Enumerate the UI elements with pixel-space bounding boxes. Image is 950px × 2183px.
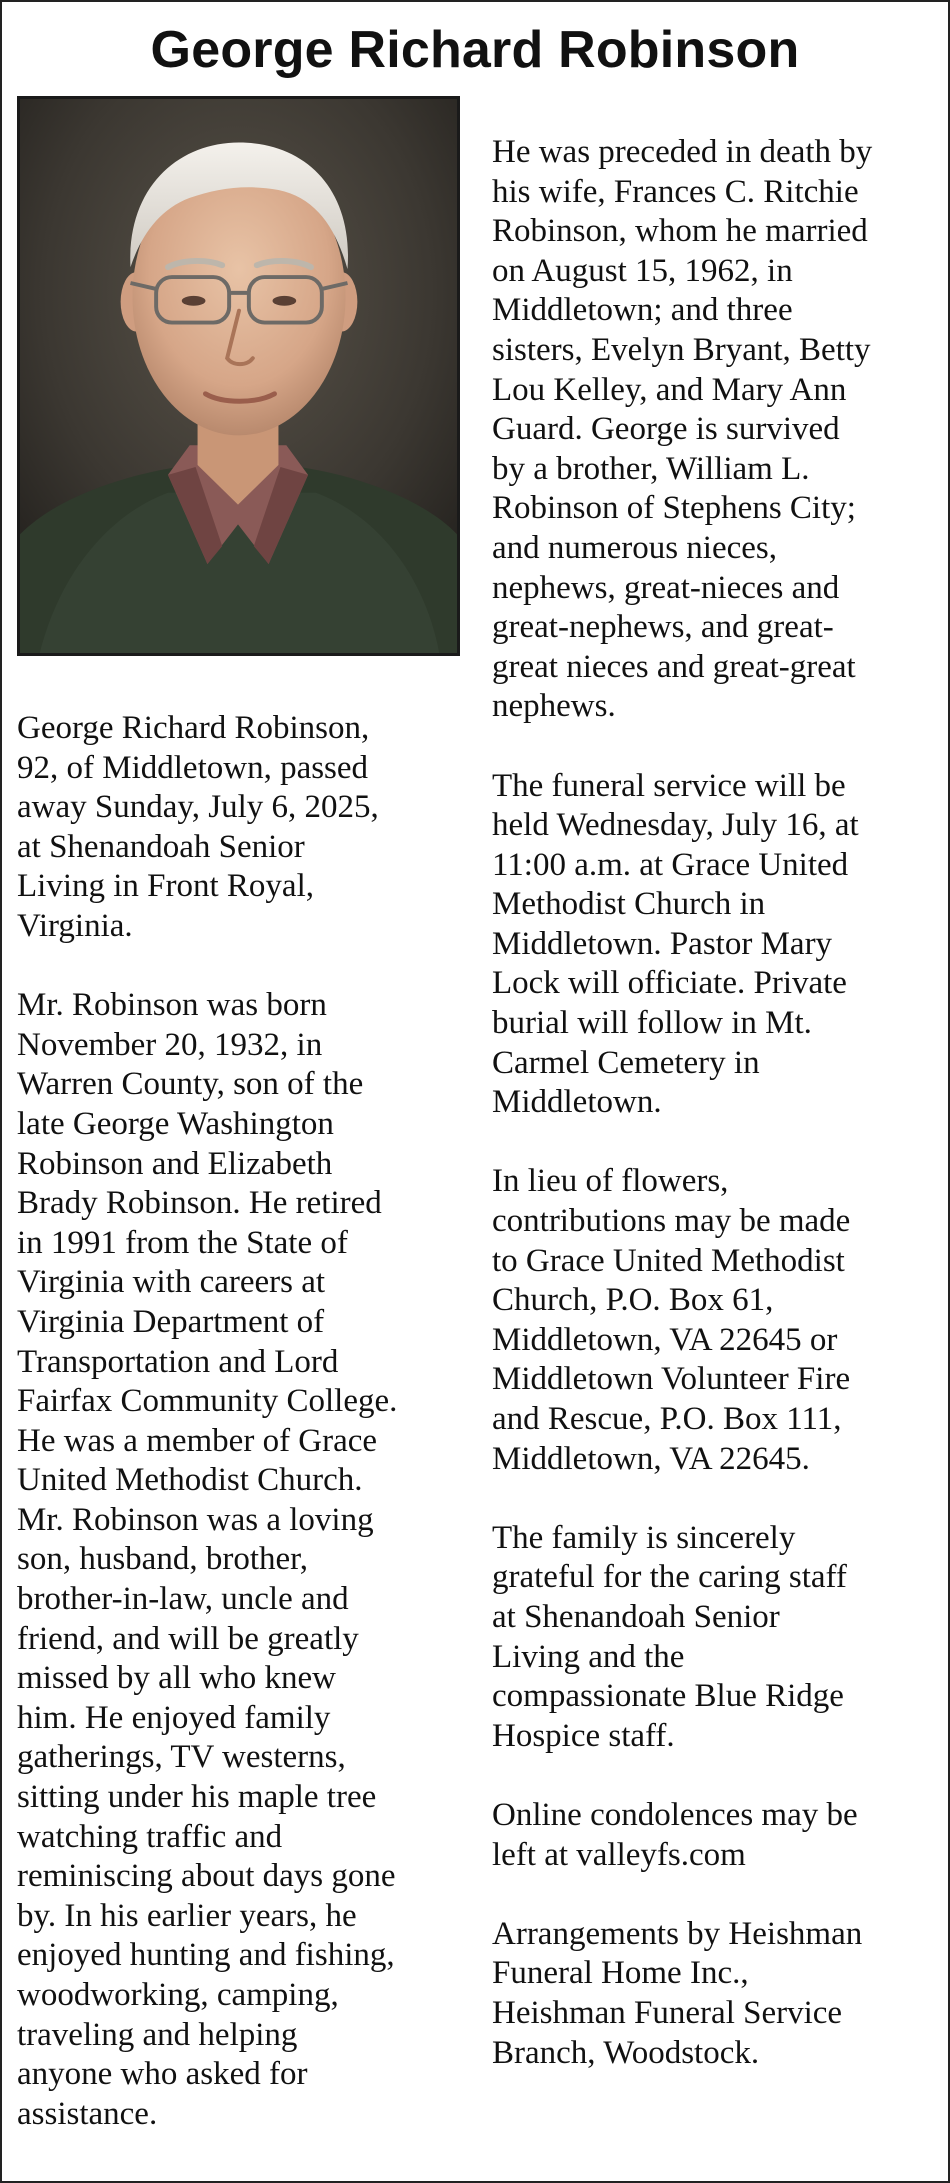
- obituary-paragraph: Online condolences may be left at valleyfs.com: [492, 1796, 858, 1873]
- obituary-title: George Richard Robinson: [150, 21, 800, 79]
- left-column: [17, 709, 467, 2134]
- obituary-paragraph: The funeral service will be held Wednesday, July 16, at 11:00 a.m. at Grace United Methodist Church in Middletown. Pastor Mary Lock will officiate. Private burial will follow in Mt. Carmel Cemetery in Middletown.: [492, 767, 859, 1121]
- obituary-paragraph: In lieu of flowers, contributions may be made to Grace United Methodist Church, P.O. Box 61, Middletown, VA 22645 or Middletown Volunteer Fire and Rescue, P.O. Box 111, Middletown, VA 22645.: [492, 1163, 851, 1477]
- portrait-image: [20, 99, 457, 653]
- obituary-paragraph: The family is sincerely grateful for the caring staff at Shenandoah Senior Living and the compassionate Blue Ridge Hospice staff.: [492, 1519, 847, 1754]
- right-column: [492, 133, 947, 2073]
- obituary-paragraph: Mr. Robinson was born November 20, 1932, in Warren County, son of the late George Washington Robinson and Elizabeth Brady Robinson. He retired in 1991 from the State of Virginia with careers at Virginia Department of Transportation and Lord Fairfax Community College. He was a member of Grace United Methodist Church. Mr. Robinson was a loving son, husband, brother, brother-in-law, uncle and friend, and will be greatly missed by all who knew him. He enjoyed family gatherings, TV westerns, sitting under his maple tree watching traffic and reminiscing about days gone by. In his earlier years, he enjoyed hunting and fishing, woodworking, camping, traveling and helping anyone who asked for assistance.: [17, 987, 398, 2132]
- portrait-photo: [17, 96, 460, 656]
- obituary-paragraph: Arrangements by Heishman Funeral Home Inc., Heishman Funeral Service Branch, Woodstock.: [492, 1915, 863, 2071]
- obituary-paragraph: George Richard Robinson, 92, of Middletown, passed away Sunday, July 6, 2025, at Shenandoah Senior Living in Front Royal, Virginia.: [17, 710, 379, 944]
- obituary-paragraph: He was preceded in death by his wife, Frances C. Ritchie Robinson, whom he married on August 15, 1962, in Middletown; and three sisters, Evelyn Bryant, Betty Lou Kelley, and Mary Ann Guard. George is survived by a brother, William L. Robinson of Stephens City; and numerous nieces, nephews, great-nieces and great-nephews, and great- great nieces and great-great nephews.: [492, 134, 873, 725]
